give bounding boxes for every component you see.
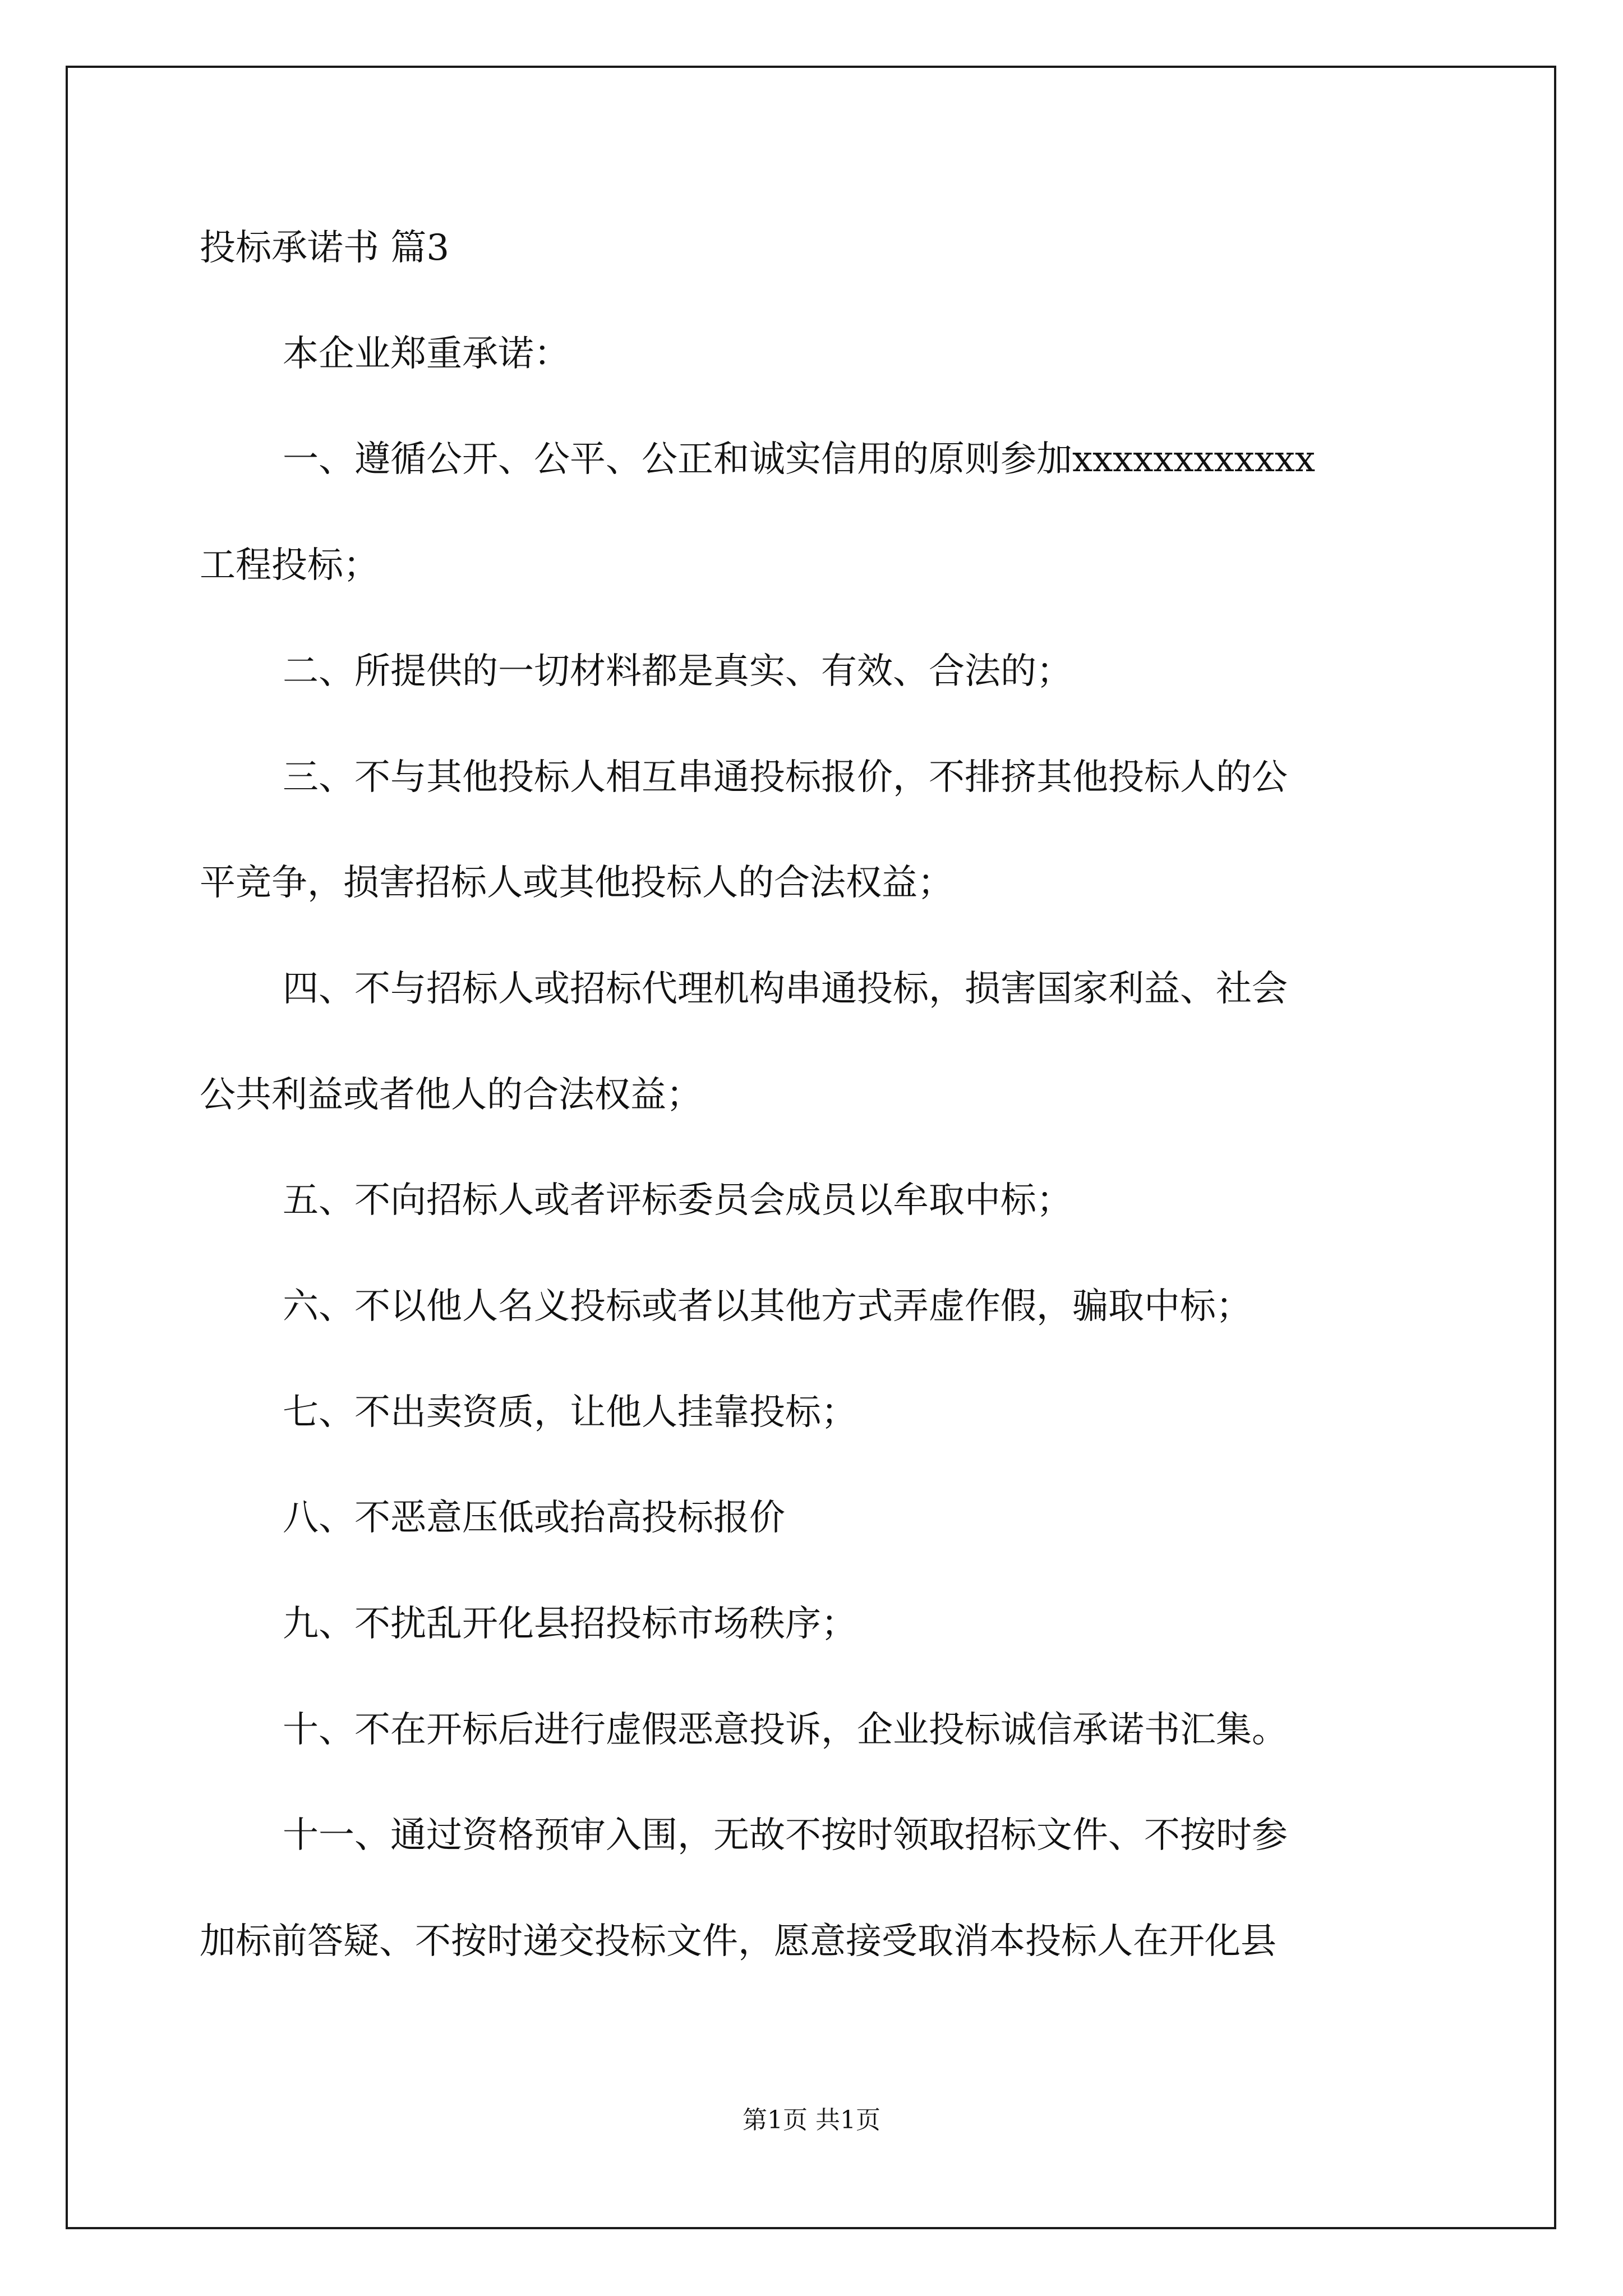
page-border [66,66,1556,2229]
paragraph-line: 十、不在开标后进行虚假恶意投诉，企业投标诚信承诺书汇集。 [283,1709,1288,1751]
paragraph-line: 五、不向招标人或者评标委员会成员以牟取中标； [283,1180,1072,1221]
paragraph-line: 八、不恶意压低或抬高投标报价 [283,1497,785,1539]
document-heading: 投标承诺书 篇3 [200,227,450,269]
paragraph-line: 七、不出卖资质，让他人挂靠投标； [283,1392,857,1433]
paragraph-line: 本企业郑重承诺： [283,333,570,375]
paragraph-line: 二、所提供的一切材料都是真实、有效、合法的； [283,651,1072,692]
paragraph-line: 三、不与其他投标人相互串通投标报价，不排挤其他投标人的公 [283,757,1288,798]
page-footer: 第1页 共1页 [743,2106,880,2134]
paragraph-line: 九、不扰乱开化县招投标市场秩序； [283,1603,857,1645]
paragraph-line: 六、不以他人名义投标或者以其他方式弄虚作假，骗取中标； [283,1286,1252,1327]
paragraph-line: 公共利益或者他人的合法权益； [200,1074,702,1116]
paragraph-line: 十一、通过资格预审入围，无故不按时领取招标文件、不按时参 [283,1815,1288,1856]
paragraph-line: 四、不与招标人或招标代理机构串通投标，损害国家利益、社会 [283,968,1288,1010]
paragraph-line: 加标前答疑、不按时递交投标文件，愿意接受取消本投标人在开化县 [200,1921,1276,1962]
paragraph-line: 工程投标； [200,545,379,586]
paragraph-line: 平竞争，损害招标人或其他投标人的合法权益； [200,862,953,904]
paragraph-line: 一、遵循公开、公平、公正和诚实信用的原则参加xxxxxxxxxxxx [283,439,1316,480]
